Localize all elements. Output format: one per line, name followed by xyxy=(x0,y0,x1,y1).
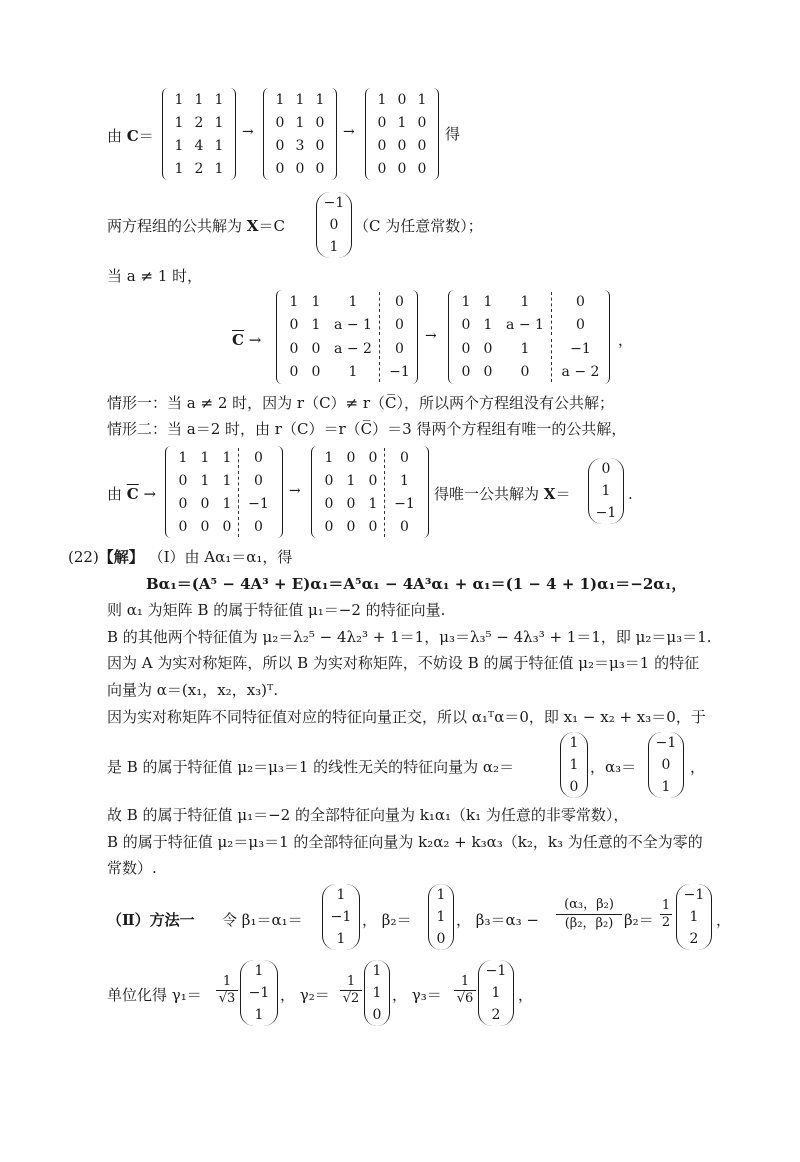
matrix-entry: 0 xyxy=(397,91,407,108)
matrix-entry: 0 xyxy=(275,160,285,177)
vector-alpha3 xyxy=(648,732,684,798)
unique-solution-text: 得唯一公共解为 X＝ xyxy=(434,485,571,503)
case-one: 情形一：当 a ≠ 2 时，因为 r（C）≠ r（C̅），所以两个方程组没有公共解； xyxy=(107,394,615,412)
matrix-entry: 1 xyxy=(214,137,224,154)
matrix-entry: 1 xyxy=(346,472,356,489)
vector-entry: 1 xyxy=(336,931,346,947)
vector-entry: 1 xyxy=(436,887,446,903)
vector-entry: −1 xyxy=(330,909,352,925)
matrix-entry: 0 xyxy=(324,518,334,535)
p22-line6: 向量为 α＝(x₁，x₂，x₃)ᵀ. xyxy=(107,681,279,699)
matrix-entry: 0 xyxy=(417,160,427,177)
matrix-entry: 1 xyxy=(461,293,471,310)
matrix-entry: 1 xyxy=(222,449,232,466)
vector-entry: 1 xyxy=(569,735,579,751)
matrix-entry: a − 2 xyxy=(334,340,372,357)
vector-entry: 0 xyxy=(436,931,446,947)
vector-entry: 1 xyxy=(254,963,264,979)
matrix-entry: 0 xyxy=(461,364,471,381)
matrix-entry: 0 xyxy=(178,472,188,489)
line1-prefix: 由 C＝ xyxy=(107,127,154,145)
vector-gamma1 xyxy=(240,960,278,1026)
common-solution-text: 两方程组的公共解为 X＝C xyxy=(107,217,285,235)
matrix-entry: 0 xyxy=(315,160,325,177)
matrix-entry: 1 xyxy=(311,317,321,334)
matrix-entry: 1 xyxy=(368,495,378,512)
matrix-entry: 1 xyxy=(397,114,407,131)
common-solution-suffix: （C 为任意常数）； xyxy=(354,217,483,235)
matrix-c-step3 xyxy=(365,88,439,180)
matrix-d xyxy=(165,446,283,538)
matrix-c-step2 xyxy=(263,88,337,180)
matrix-entry: 0 xyxy=(238,471,279,491)
vector-entry: −1 xyxy=(485,963,507,979)
matrix-entry: 0 xyxy=(379,292,420,312)
vector-entry: 1 xyxy=(491,985,501,1001)
vector-entry: 1 xyxy=(661,779,671,795)
matrix-entry: −1 xyxy=(238,494,279,514)
matrix-entry: 1 xyxy=(214,160,224,177)
matrix-entry: 1 xyxy=(214,91,224,108)
vector-entry: 1 xyxy=(372,963,382,979)
vector-entry: −1 xyxy=(248,985,270,1001)
half-fraction: 1 2 xyxy=(661,898,671,930)
matrix-entry: 0 xyxy=(238,448,279,468)
matrix-entry: 0 xyxy=(384,517,425,537)
matrix-entry: 1 xyxy=(194,91,204,108)
vector-entry: −1 xyxy=(683,887,705,903)
matrix-d-step2 xyxy=(311,446,429,538)
vector-alpha2 xyxy=(560,732,588,798)
matrix-entry: 1 xyxy=(174,114,184,131)
method-one-label: （Ⅱ）方法一 xyxy=(107,911,195,929)
matrix-entry: 0 xyxy=(289,340,299,357)
vector-entry: 0 xyxy=(661,757,671,773)
matrix-entry: 0 xyxy=(417,114,427,131)
unit-label: 单位化得 γ₁＝ xyxy=(107,986,202,1004)
matrix-entry: 0 xyxy=(520,364,530,381)
d-label: 由 $\overline{C}$ → xyxy=(107,485,157,503)
matrix-entry: 0 xyxy=(397,137,407,154)
fraction: (α₃，β₂) (β₂，β₂) xyxy=(556,896,622,933)
matrix-entry: 1 xyxy=(417,91,427,108)
matrix-entry: 1 xyxy=(377,91,387,108)
matrix-entry: 0 xyxy=(346,495,356,512)
matrix-entry: 4 xyxy=(194,137,204,154)
vector-entry: 1 xyxy=(372,985,382,1001)
matrix-entry: 0 xyxy=(200,495,210,512)
matrix-entry: 0 xyxy=(178,495,188,512)
matrix-entry: 0 xyxy=(379,339,420,359)
vector-entry: 2 xyxy=(689,931,699,947)
vector-entry: 0 xyxy=(601,461,611,477)
gamma3-prefix: ， γ₃＝ xyxy=(392,986,442,1004)
matrix-entry: 0 xyxy=(551,315,610,335)
arrow-icon: → xyxy=(289,483,301,499)
matrix-entry: 0 xyxy=(275,137,285,154)
matrix-entry: 1 xyxy=(384,471,425,491)
matrix-entry: 1 xyxy=(200,472,210,489)
matrix-entry: 1 xyxy=(214,114,224,131)
vector-entry: 1 xyxy=(601,483,611,499)
matrix-entry: 0 xyxy=(377,137,387,154)
matrix-entry: 0 xyxy=(289,317,299,334)
matrix-entry: −1 xyxy=(551,339,610,359)
matrix-entry: 1 xyxy=(222,472,232,489)
matrix-entry: 0 xyxy=(315,137,325,154)
vector-entry: −1 xyxy=(323,195,345,211)
matrix-entry: 0 xyxy=(324,472,334,489)
vector-entry: 1 xyxy=(436,909,446,925)
matrix-entry: 0 xyxy=(275,114,285,131)
matrix-entry: 1 xyxy=(520,293,530,310)
vector-gamma3 xyxy=(478,960,514,1026)
matrix-entry: 0 xyxy=(379,315,420,335)
matrix-entry: 0 xyxy=(397,160,407,177)
matrix-entry: 0 xyxy=(368,518,378,535)
common-solution-vector xyxy=(316,192,352,258)
vector-beta1 xyxy=(322,884,360,950)
beta3-text: ， β₃＝α₃ − xyxy=(456,911,539,929)
matrix-entry: 0 xyxy=(311,364,321,381)
matrix-entry: 0 xyxy=(461,317,471,334)
matrix-entry: 3 xyxy=(295,137,305,154)
matrix-entry: 0 xyxy=(368,472,378,489)
matrix-entry: 1 xyxy=(483,293,493,310)
comma: ， xyxy=(618,331,634,349)
matrix-entry: 0 xyxy=(551,292,610,312)
p22-line8b: ，α₃＝ xyxy=(590,758,637,776)
vector-entry: 2 xyxy=(491,1007,501,1023)
vector-entry: 0 xyxy=(372,1007,382,1023)
gamma3-fraction: 1 √6 xyxy=(454,974,476,1007)
vector-beta3 xyxy=(676,884,712,950)
matrix-c xyxy=(162,88,236,180)
gamma2-fraction: 1 √2 xyxy=(340,974,362,1007)
matrix-entry: 1 xyxy=(348,293,358,310)
p22-line8a: 是 B 的属于特征值 μ₂＝μ₃＝1 的线性无关的特征向量为 α₂＝ xyxy=(107,758,515,776)
matrix-entry: 0 xyxy=(346,518,356,535)
p22-line7: 因为实对称矩阵不同特征值对应的特征向量正交，所以 α₁ᵀα＝0，即 x₁ − x₂ + x₃＝0，于 xyxy=(107,708,706,726)
case-two: 情形二：当 a＝2 时，由 r（C）＝r（C̅）＝3 得两个方程组有唯一的公共解， xyxy=(107,420,627,438)
p22-line2: Bα₁＝(A⁵ − 4A³ + E)α₁＝A⁵α₁ − 4A³α₁ + α₁＝(1 − 4 + 1)α₁＝−2α₁， xyxy=(146,575,687,593)
matrix-entry: 1 xyxy=(483,317,493,334)
matrix-entry: 1 xyxy=(295,91,305,108)
tail-comma: ， xyxy=(518,986,534,1004)
matrix-entry: 0 xyxy=(311,340,321,357)
vector-entry: 1 xyxy=(689,909,699,925)
p22-line11: 常数）. xyxy=(107,859,157,877)
matrix-cbar xyxy=(276,290,418,384)
matrix-entry: 1 xyxy=(295,114,305,131)
matrix-entry: 0 xyxy=(295,160,305,177)
gamma1-fraction: 1 √3 xyxy=(216,974,238,1007)
matrix-entry: 0 xyxy=(483,340,493,357)
beta2-text: ， β₂＝ xyxy=(362,911,412,929)
matrix-entry: 1 xyxy=(348,364,358,381)
vector-entry: 1 xyxy=(329,239,339,255)
vector-beta2 xyxy=(428,884,454,950)
vector-entry: −1 xyxy=(655,735,677,751)
matrix-entry: a − 2 xyxy=(551,362,610,382)
matrix-entry: 1 xyxy=(275,91,285,108)
gamma2-prefix: ， γ₂＝ xyxy=(280,986,330,1004)
matrix-entry: 1 xyxy=(324,449,334,466)
matrix-entry: 1 xyxy=(174,137,184,154)
p22-line4: B 的其他两个特征值为 μ₂＝λ₂⁵ − 4λ₂³ + 1＝1，μ₃＝λ₃⁵ − 4λ₃³ + 1＝1，即 μ₂＝μ₃＝1. xyxy=(107,628,712,646)
matrix-entry: 1 xyxy=(520,340,530,357)
matrix-entry: 0 xyxy=(238,517,279,537)
matrix-entry: 2 xyxy=(194,114,204,131)
matrix-entry: 0 xyxy=(178,518,188,535)
matrix-entry: 1 xyxy=(178,449,188,466)
matrix-entry: 0 xyxy=(289,364,299,381)
matrix-entry: 1 xyxy=(315,91,325,108)
matrix-entry: 1 xyxy=(311,293,321,310)
matrix-entry: 1 xyxy=(174,91,184,108)
p22-line3: 则 α₁ 为矩阵 B 的属于特征值 μ₁＝−2 的特征向量. xyxy=(107,601,446,619)
beta1-text: 令 β₁＝α₁＝ xyxy=(222,911,303,929)
case-a-ne-1: 当 a ≠ 1 时， xyxy=(107,267,203,285)
arrow-icon: → xyxy=(242,124,254,140)
matrix-entry: 0 xyxy=(417,137,427,154)
matrix-entry: 0 xyxy=(461,340,471,357)
matrix-entry: 1 xyxy=(200,449,210,466)
arrow-icon: → xyxy=(343,124,355,140)
matrix-entry: 2 xyxy=(194,160,204,177)
beta3-tail: β₂＝ xyxy=(624,911,654,929)
vector-entry: −1 xyxy=(595,505,617,521)
matrix-entry: 0 xyxy=(222,518,232,535)
matrix-entry: −1 xyxy=(384,494,425,514)
matrix-entry: 0 xyxy=(377,160,387,177)
vector-entry: 0 xyxy=(569,779,579,795)
matrix-entry: 0 xyxy=(368,449,378,466)
matrix-entry: 0 xyxy=(315,114,325,131)
p22-line9: 故 B 的属于特征值 μ₁＝−2 的全部特征向量为 k₁α₁（k₁ 为任意的非零常数）， xyxy=(107,806,629,824)
vector-entry: 1 xyxy=(254,1007,264,1023)
vector-gamma2 xyxy=(364,960,390,1026)
matrix-entry: 0 xyxy=(346,449,356,466)
unique-solution-vector xyxy=(588,458,624,524)
matrix-entry: a − 1 xyxy=(334,317,372,334)
line1-suffix: 得 xyxy=(445,125,461,143)
matrix-entry: 0 xyxy=(200,518,210,535)
matrix-entry: a − 1 xyxy=(506,317,544,334)
matrix-entry: 0 xyxy=(324,495,334,512)
matrix-entry: 0 xyxy=(384,448,425,468)
matrix-entry: −1 xyxy=(379,362,420,382)
arrow-icon: → xyxy=(425,328,437,344)
problem-22-header: (22)【解】 （Ⅰ）由 Aα₁＝α₁，得 xyxy=(68,548,293,566)
matrix-entry: 0 xyxy=(483,364,493,381)
matrix-entry: 1 xyxy=(222,495,232,512)
vector-entry: 1 xyxy=(336,887,346,903)
vector-entry: 0 xyxy=(329,217,339,233)
vector-entry: 1 xyxy=(569,757,579,773)
cbar-label: $\overline{C}$ → xyxy=(232,331,262,349)
matrix-entry: 0 xyxy=(377,114,387,131)
matrix-entry: 1 xyxy=(289,293,299,310)
p22-line5: 因为 A 为实对称矩阵，所以 B 为实对称矩阵，不妨设 B 的属于特征值 μ₂＝μ₃＝1 的特征 xyxy=(107,654,700,672)
matrix-cbar-step2 xyxy=(448,290,610,384)
p22-line10: B 的属于特征值 μ₂＝μ₃＝1 的全部特征向量为 k₂α₂ + k₃α₃（k₂，k₃ 为任意的不全为零的 xyxy=(107,833,703,851)
matrix-entry: 1 xyxy=(174,160,184,177)
